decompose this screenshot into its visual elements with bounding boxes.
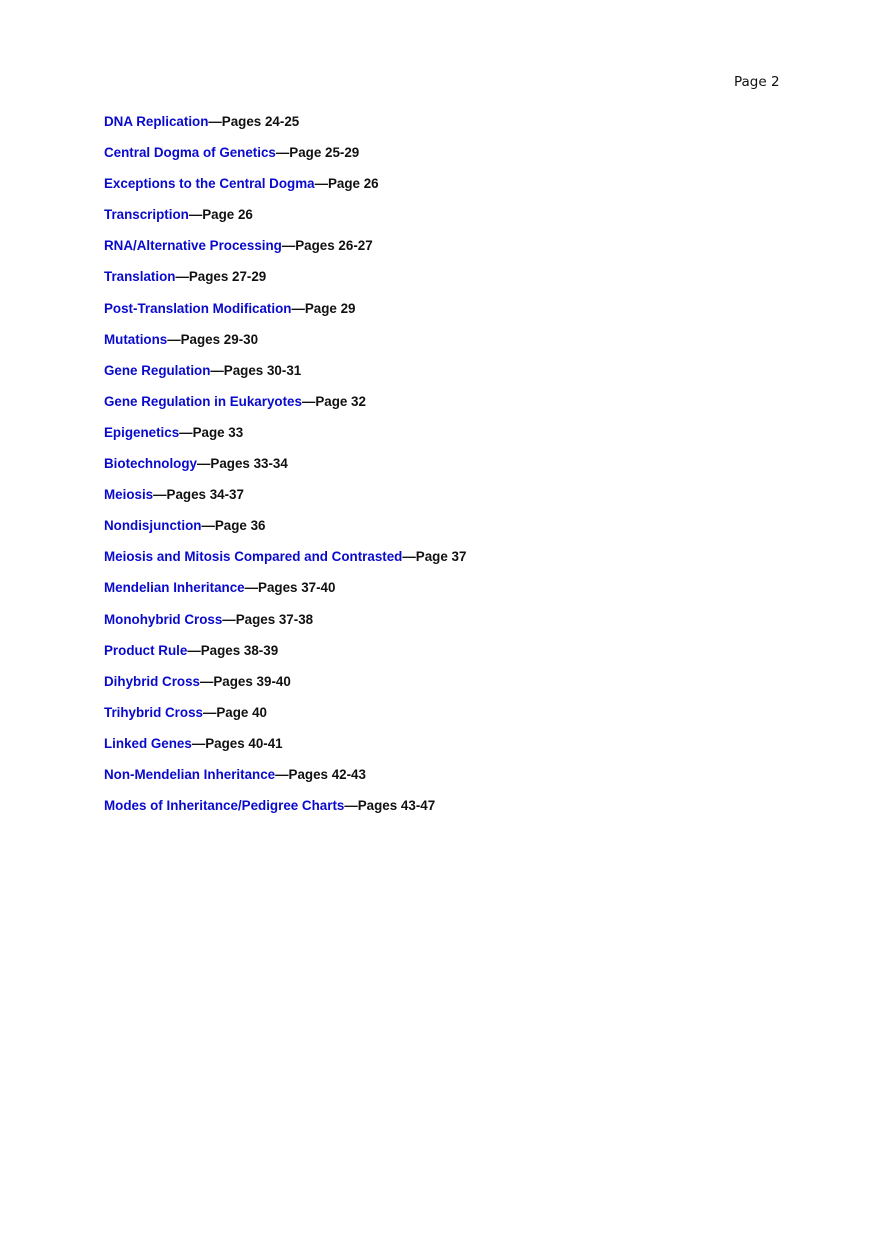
toc-page-range: —Page 29 [291,300,356,316]
toc-page-range: —Page 36 [201,518,266,534]
toc-link[interactable]: Mendelian Inheritance [104,580,245,596]
toc-page-range: —Page 32 [301,393,366,409]
toc-entry [104,362,466,393]
toc-page-range: —Pages 33-34 [197,456,288,472]
toc-link[interactable]: Mutations [104,331,168,347]
toc-page-range: —Pages 27-29 [175,269,267,285]
toc-link[interactable]: DNA Replication [104,114,209,129]
toc-page-range: —Pages 26-27 [281,238,373,254]
toc-entry [104,455,466,486]
toc-link[interactable]: Translation [104,269,176,285]
toc-page-range: —Pages 37-40 [244,580,336,596]
toc-page-range: —Pages 37-38 [222,611,314,627]
toc-entry [104,673,466,704]
toc-link[interactable]: Modes of Inheritance/Pedigree Charts [104,798,345,814]
toc-entry [104,735,466,766]
toc-entry [104,704,466,735]
toc-entry [104,237,466,268]
toc-entry [104,424,466,455]
toc-entry [104,517,466,548]
toc-link[interactable]: Biotechnology [104,456,197,472]
toc-link[interactable]: Product Rule [104,642,188,658]
toc-page-range: —Page 26 [188,207,253,223]
toc-link[interactable]: Post-Translation Modification [104,300,292,316]
toc-entry [104,144,466,175]
toc-entry [104,548,466,579]
toc-link[interactable]: Gene Regulation in Eukaryotes [104,393,302,409]
table-of-contents [104,113,466,828]
toc-page-range: —Pages 38-39 [187,642,279,658]
toc-page-range: —Pages 39-40 [199,673,291,689]
toc-entry [104,642,466,673]
toc-entry [104,766,466,797]
toc-link[interactable]: Central Dogma of Genetics [104,145,276,161]
page-number: Page 2 [734,74,780,90]
toc-entry [104,268,466,299]
toc-link[interactable]: Dihybrid Cross [104,673,200,689]
toc-link[interactable]: Trihybrid Cross [104,704,203,720]
toc-page-range: —Pages 40-41 [191,735,283,751]
toc-page-range: —Pages 30-31 [210,362,302,378]
toc-link[interactable]: Meiosis [104,487,154,503]
toc-page-range: —Pages 34-37 [153,487,244,503]
toc-link[interactable]: Epigenetics [104,424,180,440]
toc-entry [104,206,466,237]
toc-page-range: —Pages 43-47 [344,798,436,814]
toc-entry [104,579,466,610]
toc-entry [104,393,466,424]
toc-entry [104,300,466,331]
toc-link[interactable]: Transcription [104,207,189,223]
toc-link[interactable]: Nondisjunction [104,518,202,534]
toc-page-range: —Page 40 [202,704,267,720]
toc-page-range: —Page 25-29 [275,145,360,161]
toc-page-range: —Pages 29-30 [167,331,259,347]
toc-entry [104,797,466,828]
toc-link[interactable]: Monohybrid Cross [104,611,223,627]
toc-link[interactable]: Linked Genes [104,735,192,751]
toc-page-range: —Page 33 [179,424,244,440]
toc-link[interactable]: Non-Mendelian Inheritance [104,766,276,782]
toc-link[interactable]: Exceptions to the Central Dogma [104,176,315,192]
toc-page-range: —Page 26 [314,176,379,192]
toc-link[interactable]: RNA/Alternative Processing [104,238,282,254]
toc-entry [104,331,466,362]
toc-entry [104,611,466,642]
toc-page-range: —Pages 24-25 [208,114,300,129]
toc-entry [104,486,466,517]
toc-entry [104,175,466,206]
toc-page-range: —Page 37 [402,549,467,565]
toc-page-range: —Pages 42-43 [275,766,366,782]
toc-entry [104,113,466,144]
toc-link[interactable]: Meiosis and Mitosis Compared and Contrasted [104,549,403,565]
toc-link[interactable]: Gene Regulation [104,362,211,378]
